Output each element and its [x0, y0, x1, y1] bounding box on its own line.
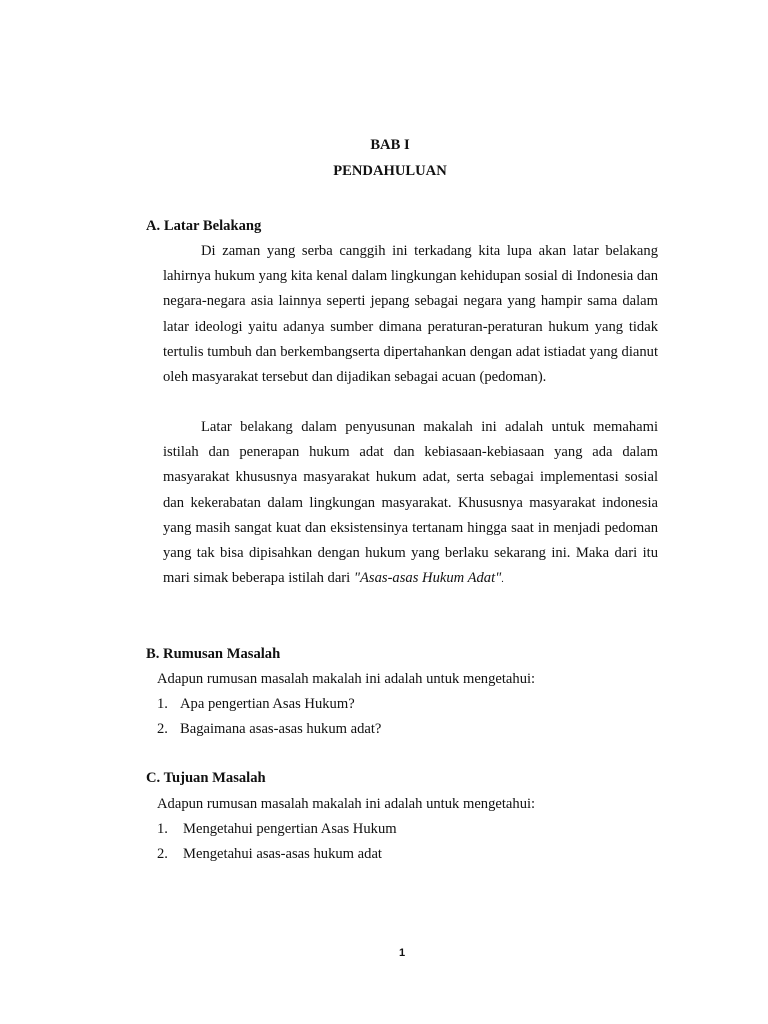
paragraph-2-text: Latar belakang dalam penyusunan makalah ini adalah untuk memahami istilah dan penerapan hukum adat dan kebiasaan-kebiasaan yang ada dalam masyarakat khususnya masyarakat hukum adat, serta sebagai implementasi sosial dan kekerabatan dalam lingkungan masyarakat. Khususnya masyarakat indonesia yang masih sangat kuat dan eksistensinya tertanam hingga saat in menjadi pedoman yang tak bisa dipisahkan dengan hukum yang berlaku sekarang ini. Maka dari itu mari simak beberapa istilah dari [163, 419, 658, 587]
list-item-text: Mengetahui asas-asas hukum adat [183, 846, 382, 862]
page-number: 1 [398, 947, 406, 959]
list-item [157, 721, 381, 738]
chapter-title: PENDAHULUAN [333, 163, 447, 179]
chapter-label: BAB I [370, 137, 410, 153]
section-c-intro: Adapun rumusan masalah makalah ini adalah untuk mengetahui: [157, 796, 536, 812]
list-item-text: Mengetahui pengertian Asas Hukum [183, 821, 397, 837]
background-paragraph-2 [163, 415, 658, 592]
list-item-text: Bagaimana asas-asas hukum adat? [180, 721, 382, 737]
section-b-heading: B. Rumusan Masalah [146, 646, 281, 662]
paragraph-2-italic-title: "Asas-asas Hukum Adat" [353, 570, 502, 587]
paragraph-2-end: . [501, 574, 504, 586]
list-item [157, 696, 355, 713]
list-item-text: Apa pengertian Asas Hukum? [180, 696, 355, 712]
background-paragraph-1: Di zaman yang serba canggih ini terkadang kita lupa akan latar belakang lahirnya hukum yang kita kenal dalam lingkungan kehidupan sosial di Indonesia dan negara-negara asia lainnya seperti jepang sebagai negara yang hampir sama dalam latar ideologi yaitu adanya sumber dimana peraturan-peraturan hukum yang tidak tertulis tumbuh dan berkembangserta dipertahankan dengan adat istiadat yang dianut oleh masyarakat tersebut dan dijadikan sebagai acuan (pedoman). [163, 243, 658, 386]
list-item-number: 1. [157, 821, 168, 837]
list-item [157, 821, 397, 838]
list-item-number: 1. [157, 696, 168, 712]
section-a-heading: A. Latar Belakang [146, 218, 262, 234]
list-item [157, 846, 382, 863]
list-item-number: 2. [157, 846, 168, 862]
section-b-intro: Adapun rumusan masalah makalah ini adalah untuk mengetahui: [157, 671, 536, 687]
section-c-heading: C. Tujuan Masalah [146, 770, 266, 786]
list-item-number: 2. [157, 721, 168, 737]
